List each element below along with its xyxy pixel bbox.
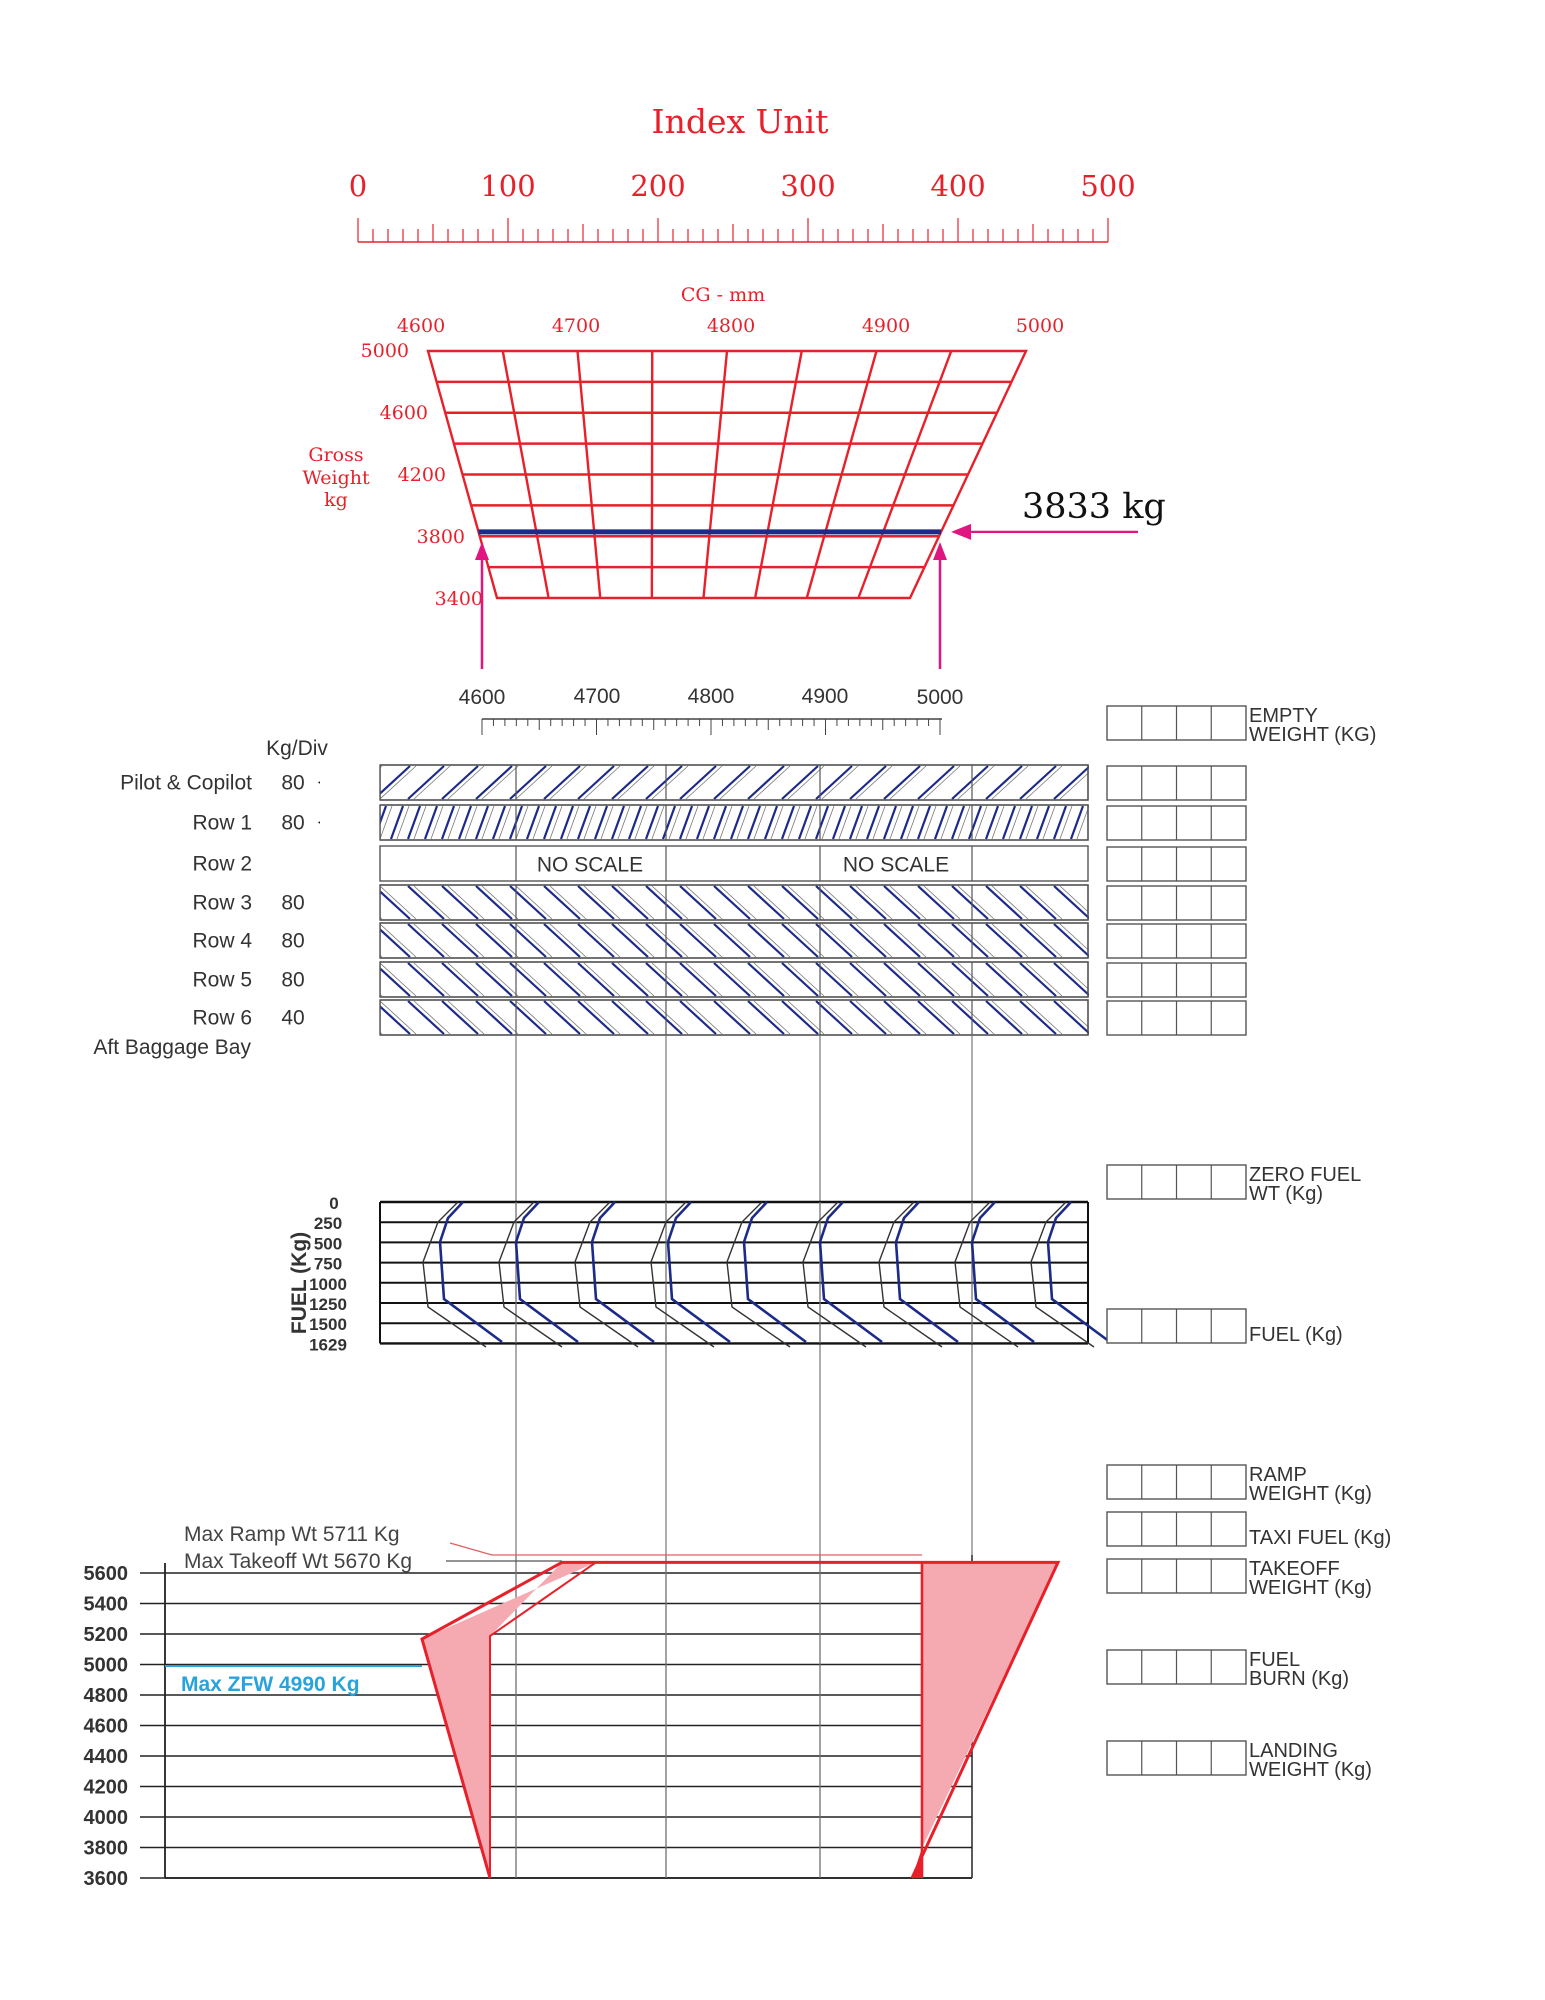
row-name-label: Row 6 (192, 1006, 252, 1030)
lower-envelope-grid (84, 1543, 1059, 1890)
fuel-curve-thin (955, 1202, 1018, 1347)
index-tick-label-100: 100 (480, 169, 536, 203)
lower-weight-tick-label: 4800 (83, 1685, 128, 1707)
weight-3833-label: 3833 kg (1022, 486, 1166, 527)
weight-entry-box-7 (1107, 1649, 1349, 1690)
entry-box-label: EMPTY (1249, 705, 1318, 727)
loading-row-7 (192, 999, 1107, 1036)
lower-weight-tick-label: 5600 (83, 1563, 128, 1585)
index-unit-title: Index Unit (651, 102, 829, 141)
entry-box-label: WEIGHT (KG) (1249, 724, 1377, 746)
fuel-curve-thin (727, 1202, 790, 1347)
lower-weight-tick-label: 4000 (83, 1807, 128, 1829)
fuel-curve-thin (879, 1202, 942, 1347)
weight-tick-label-4200: 4200 (397, 464, 446, 486)
fuel-tick-labels (309, 1194, 347, 1354)
index-tick-label-400: 400 (930, 169, 986, 203)
weight-tick-label-5000: 5000 (360, 340, 409, 362)
row-name-label: Row 3 (192, 891, 252, 915)
lower-weight-tick-label: 5200 (83, 1624, 128, 1646)
row-entry-box-1 (1107, 766, 1246, 800)
row-kg-div-label: 80 (281, 968, 305, 992)
vertical-reference-lines (516, 1035, 972, 1878)
row-entry-box-5 (1107, 924, 1246, 958)
fuel-axis-label: FUEL (Kg) (288, 1231, 311, 1335)
entry-box-label: RAMP (1249, 1464, 1307, 1486)
max-ramp-leader (450, 1543, 922, 1555)
loading-row-strips (120, 764, 1107, 1036)
row-mask-right (1089, 961, 1107, 998)
ruler-tick-label-4600: 4600 (458, 686, 506, 709)
loading-row-6 (192, 961, 1107, 998)
entry-box-label: WEIGHT (Kg) (1249, 1483, 1372, 1505)
row-kg-div-label: 80 (281, 891, 305, 915)
row-name-label: Row 5 (192, 968, 252, 992)
row-mask-right (1089, 764, 1107, 801)
fuel-curve-thin (803, 1202, 866, 1347)
lower-weight-tick-label: 3800 (83, 1837, 128, 1860)
fuel-section (288, 1194, 1110, 1354)
cg-tick-label-4900: 4900 (861, 315, 911, 337)
lower-weight-tick-label: 5000 (83, 1654, 128, 1677)
cg-tick-label-4600: 4600 (396, 315, 446, 337)
weight-entry-box-6 (1107, 1558, 1372, 1599)
row-name-label: Row 1 (192, 811, 252, 835)
lower-envelope (84, 1523, 1059, 1890)
row-kg-div-label: 40 (281, 1006, 305, 1030)
row-mask-right (1089, 999, 1107, 1036)
row-mask-right (1089, 804, 1107, 841)
ruler-tick-label-5000: 5000 (916, 686, 964, 709)
cg-envelope (302, 284, 1165, 669)
cg-transfer-arrows (475, 542, 947, 669)
fuel-grid (380, 1202, 1110, 1347)
row-entry-box-2 (1107, 806, 1246, 840)
kg-div-header: Kg/Div (266, 737, 328, 760)
entry-box-label: LANDING (1249, 1740, 1338, 1762)
entry-box-label: TAKEOFF (1249, 1558, 1340, 1580)
row-name-label: Row 2 (192, 852, 252, 876)
weight-entry-box-8 (1107, 1740, 1372, 1781)
entry-box-label: ZERO FUEL (1249, 1164, 1362, 1186)
row-name-label: Row 4 (192, 929, 252, 953)
weight-entry-box-1 (1107, 705, 1376, 746)
weight-entry-box-2 (1107, 1164, 1361, 1205)
cg-tick-label-4700: 4700 (551, 315, 601, 337)
fuel-curve-thin (1031, 1202, 1094, 1347)
weight-tick-label-3800: 3800 (416, 526, 465, 548)
entry-box-label: FUEL (Kg) (1249, 1324, 1343, 1346)
loading-row-4 (192, 884, 1107, 921)
cg-left-up-arrowhead (475, 542, 489, 560)
entry-box-label: WEIGHT (Kg) (1249, 1759, 1372, 1781)
entry-box-label: WT (Kg) (1249, 1183, 1324, 1205)
fuel-tick-label: 500 (313, 1234, 343, 1254)
row-mask-right (1089, 922, 1107, 959)
ruler-tick-label-4700: 4700 (573, 685, 621, 708)
weight-entry-boxes (1107, 705, 1391, 1781)
row-entry-box-3 (1107, 847, 1246, 881)
fuel-tick-label: 0 (329, 1194, 339, 1213)
loading-row-5 (192, 922, 1107, 959)
row-entry-box-7 (1107, 1001, 1246, 1035)
row-mask-left (320, 999, 380, 1036)
max-ramp-label: Max Ramp Wt 5711 Kg (184, 1523, 400, 1546)
weight-tick-label-4600: 4600 (379, 402, 428, 424)
ruler-ticks (482, 719, 940, 735)
ruler-tick-label-4900: 4900 (801, 685, 849, 708)
cg-mm-title: CG - mm (680, 284, 766, 306)
ruler-tick-label-4800: 4800 (687, 685, 735, 708)
row-entry-box-4 (1107, 886, 1246, 920)
max-takeoff-label: Max Takeoff Wt 5670 Kg (184, 1550, 413, 1573)
fuel-curve-thin (499, 1202, 562, 1347)
cg-tick-label-4800: 4800 (706, 315, 756, 337)
fuel-tick-label: 1500 (309, 1315, 347, 1335)
row-entry-box-6 (1107, 963, 1246, 997)
cg-tick-label-5000: 5000 (1015, 315, 1065, 337)
fuel-tick-label: 1629 (309, 1335, 347, 1355)
entry-box-label: WEIGHT (Kg) (1249, 1577, 1372, 1599)
gross-weight-label-line-1: Gross (308, 444, 364, 466)
index-tick-label-500: 500 (1080, 169, 1136, 203)
fuel-curve-thin (423, 1202, 486, 1347)
loading-row-3 (192, 846, 1088, 881)
cg-ruler (459, 685, 964, 735)
weight-entry-box-4 (1107, 1464, 1372, 1505)
index-scale-ticks (358, 218, 1108, 242)
no-scale-label-left: NO SCALE (536, 853, 644, 877)
row-mask-left (320, 764, 380, 801)
row-kg-div-label: 80 (281, 929, 305, 953)
max-zfw-label: Max ZFW 4990 Kg (181, 1673, 360, 1696)
lower-weight-tick-label: 4200 (83, 1776, 128, 1799)
aft-baggage-bay-label: Aft Baggage Bay (93, 1036, 251, 1059)
entry-box-label: BURN (Kg) (1249, 1668, 1350, 1690)
row-kg-div-label: 80 (281, 771, 305, 795)
index-tick-label-0: 0 (348, 169, 368, 203)
index-tick-label-300: 300 (780, 169, 836, 203)
index-tick-label-200: 200 (630, 169, 686, 203)
weight-tick-label-3400: 3400 (434, 588, 483, 610)
index-unit-scale (349, 102, 1136, 242)
weight-entry-box-5 (1107, 1512, 1391, 1549)
row-mask-right (1089, 884, 1107, 921)
fuel-curve-thin (651, 1202, 714, 1347)
lower-weight-tick-label: 5400 (83, 1593, 128, 1616)
weight-3833-pointer (951, 487, 1166, 540)
row-mask-left (320, 884, 380, 921)
gross-weight-label-line-2: Weight (302, 467, 370, 489)
row-kg-div-label: 80 (281, 811, 305, 835)
weight-pointer-arrowhead (951, 524, 971, 540)
entry-box-label: TAXI FUEL (Kg) (1249, 1527, 1392, 1549)
fuel-curve-thin (575, 1202, 638, 1347)
weight-entry-box-3 (1107, 1309, 1343, 1346)
gross-weight-label-line-3: kg (324, 489, 348, 511)
row-strip-frame (380, 846, 1088, 881)
fuel-tick-label: 750 (313, 1254, 343, 1274)
fuel-tick-label: 1250 (309, 1295, 347, 1314)
entry-box-label: FUEL (1249, 1649, 1301, 1671)
loading-row-1 (120, 764, 1107, 801)
lower-weight-tick-label: 3600 (83, 1868, 128, 1890)
fuel-tick-label: 1000 (309, 1274, 347, 1294)
row-mask-left (320, 922, 380, 959)
row-mask-left (320, 961, 380, 998)
row-mask-left (320, 804, 380, 841)
fuel-tick-label: 250 (313, 1214, 343, 1234)
lower-weight-tick-label: 4400 (83, 1746, 128, 1768)
no-scale-label-right: NO SCALE (842, 853, 950, 877)
loading-row-2 (192, 804, 1107, 841)
lower-weight-tick-label: 4600 (83, 1715, 128, 1738)
cg-envelope-grid (428, 351, 1026, 598)
row-name-label: Pilot & Copilot (120, 771, 252, 795)
loading-rows (93, 737, 1107, 1059)
